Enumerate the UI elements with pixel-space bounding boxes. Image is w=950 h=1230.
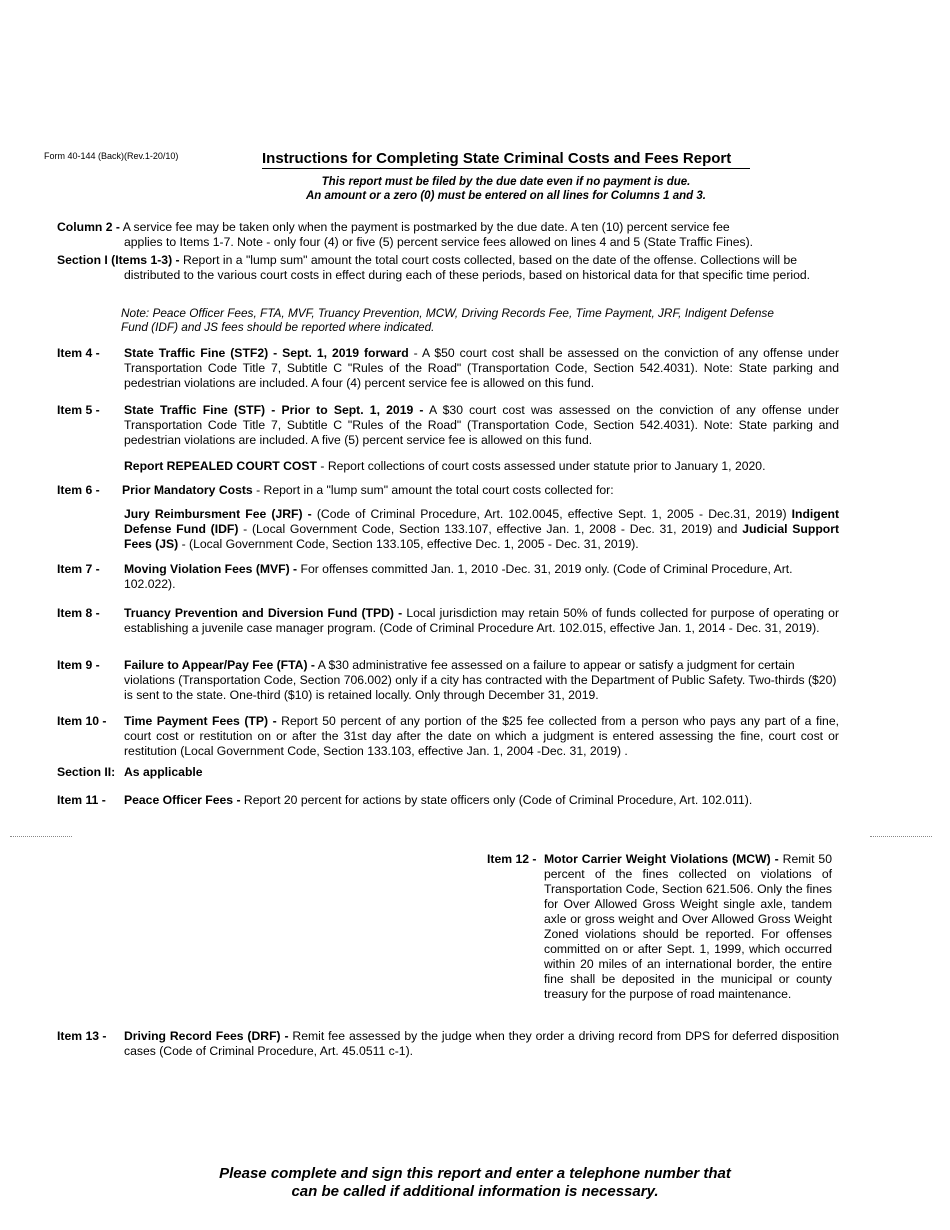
item11-label: Item 11 - — [57, 793, 106, 807]
item13-label: Item 13 - — [57, 1029, 107, 1043]
section1-note: Note: Peace Officer Fees, FTA, MVF, Truancy Prevention, MCW, Driving Records Fee, Time Payment, JRF, Indigent Defense Fund (IDF) and JS fees should be reported where indicated. — [121, 306, 774, 334]
item7-label: Item 7 - — [57, 562, 100, 576]
subtitle — [262, 175, 750, 203]
item6-text: - Report in a "lump sum" amount the total court costs collected for: — [256, 483, 614, 497]
item12-title: Motor Carrier Weight Violations (MCW) - — [544, 852, 779, 866]
item8-title: Truancy Prevention and Diversion Fund (TPD) - — [124, 606, 403, 620]
column2-text-2: applies to Items 1-7. Note - only four (4) or five (5) percent service fees allowed on lines 4 and 5 (State Traffic Fines). — [124, 235, 754, 249]
item11-text: Report 20 percent for actions by state officers only (Code of Criminal Procedure, Art. 102.011). — [243, 793, 753, 807]
section1-text-2: distributed to the various court costs in effect during each of these periods, based on historical data for that specific time period. — [124, 268, 811, 282]
js-text: - (Local Government Code, Section 133.105, effective Dec. 1, 2005 - Dec. 31, 2019). — [181, 537, 639, 551]
item9-label: Item 9 - — [57, 658, 100, 672]
item11-title: Peace Officer Fees - — [124, 793, 241, 807]
subtitle-line-1: This report must be filed by the due date even if no payment is due. — [321, 176, 691, 188]
section2-label: Section II: — [57, 765, 116, 779]
item13-text: Remit fee assessed by the judge when they order a driving record from DPS for deferred disposition cases (Code of Criminal Procedure, Art. 45.0511 c-1). — [124, 1029, 839, 1058]
jrf-title: Jury Reimbursment Fee (JRF) - — [124, 507, 312, 521]
form-id: Form 40-144 (Back)(Rev.1-20/10) — [44, 151, 179, 161]
item4-label: Item 4 - — [57, 346, 100, 360]
footer-line-2: can be called if additional information is necessary. — [291, 1183, 659, 1200]
footer-instruction — [150, 1165, 800, 1201]
section1-block — [57, 253, 839, 283]
item4-text: - A $50 court cost shall be assessed on the conviction of any offense under Transportation Code Title 7, Subtitle C "Rules of the Road" (Transportation Code, Section 542.4031). Note: State parking and pedestrian violations are included. A four (4) percent service fee is allowed on this fund. — [124, 346, 839, 390]
item7-title: Moving Violation Fees (MVF) - — [124, 562, 298, 576]
item13-title: Driving Record Fees (DRF) - — [124, 1029, 289, 1043]
repealed-text: - Report collections of court costs assessed under statute prior to January 1, 2020. — [320, 459, 766, 473]
item8-text: Local jurisdiction may retain 50% of funds collected for purpose of operating or establishing a juvenile case manager program. (Code of Criminal Procedure Art. 102.015, effective Jan. 1, 2014 - Dec. 31, 2019). — [124, 606, 840, 635]
idf-text: - (Local Government Code, Section 133.107, effective Jan. 1, 2008 - Dec. 31, 2019) and — [243, 522, 738, 536]
item9-text: A $30 administrative fee assessed on a failure to appear or satisfy a judgment for certain violations (Transportation Code, Section 706.002) only if a city has contracted with the Department of Public Safety. Two-thirds ($20) is sent to the state. One-third ($10) is retained locally. Only through December 31, 2019. — [124, 658, 837, 702]
item12-label: Item 12 - — [487, 852, 537, 866]
column2-block — [57, 220, 847, 250]
subtitle-line-2: An amount or a zero (0) must be entered on all lines for Columns 1 and 3. — [305, 190, 706, 202]
section1-text-1: Report in a "lump sum" amount the total court costs collected, based on the date of the offense. Collections will be — [182, 253, 798, 267]
item4-title: State Traffic Fine (STF2) - Sept. 1, 2019 forward — [124, 346, 409, 360]
fold-marker-left — [10, 836, 72, 837]
item7-text: For offenses committed Jan. 1, 2010 -Dec. 31, 2019 only. (Code of Criminal Procedure, Art. 102.022). — [124, 562, 793, 591]
item12 — [544, 852, 832, 1002]
page-title: Instructions for Completing State Criminal Costs and Fees Report — [262, 150, 750, 169]
item12-text: Remit 50 percent of the fines collected on violations of Transportation Code, Section 621.506. Only the fines for Over Allowed Gross Weight single axle, tandem axle or gross weight and Over Allowed Gross Weight Zoned violations should be reported. For offenses committed on or after Sept. 1, 1999, which occurred within 20 miles of an international border, the entire fine shall be deposited in the municipal or county treasury for the purpose of road maintenance. — [544, 852, 832, 1001]
item5-title: State Traffic Fine (STF) - Prior to Sept. 1, 2019 - — [124, 403, 424, 417]
column2-label: Column 2 - — [57, 220, 120, 234]
idf-title: Indigent Defense Fund (IDF) — [124, 507, 840, 536]
jrf-text: (Code of Criminal Procedure, Art. 102.0045, effective Sept. 1, 2005 - Dec.31, 2019) — [316, 507, 787, 521]
column2-text-1: A service fee may be taken only when the payment is postmarked by the due date. A ten (10) percent service fee — [122, 220, 730, 234]
section2-text: As applicable — [124, 765, 203, 779]
js-title: Judicial Support Fees (JS) — [124, 522, 840, 551]
fold-marker-right — [870, 836, 932, 837]
item10-text: Report 50 percent of any portion of the $25 fee collected from a person who pays any part of a fine, court cost or restitution on or after the 31st day after the date on which a judgment is entered assessing the fine, court cost or restitution (Local Government Code, Section 133.103, effective Jan. 1, 2004 -Dec. 31, 2019) . — [124, 714, 839, 758]
item5-label: Item 5 - — [57, 403, 100, 417]
item8-label: Item 8 - — [57, 606, 100, 620]
item9-title: Failure to Appear/Pay Fee (FTA) - — [124, 658, 315, 672]
item6-title: Prior Mandatory Costs — [122, 483, 253, 497]
item10-label: Item 10 - — [57, 714, 107, 728]
repealed-title: Report REPEALED COURT COST — [124, 459, 317, 473]
section1-label: Section I (Items 1-3) - — [57, 253, 180, 267]
item10-title: Time Payment Fees (TP) - — [124, 714, 277, 728]
footer-line-1: Please complete and sign this report and enter a telephone number that — [219, 1165, 731, 1182]
item6-label: Item 6 - — [57, 483, 100, 497]
item5-text: A $30 court cost was assessed on the conviction of any offense under Transportation Code Title 7, Subtitle C "Rules of the Road" (Transportation Code, Section 542.4031). Note: State parking and pedestrian violations are included. A five (5) percent service fee is allowed on this fund. — [124, 403, 839, 447]
